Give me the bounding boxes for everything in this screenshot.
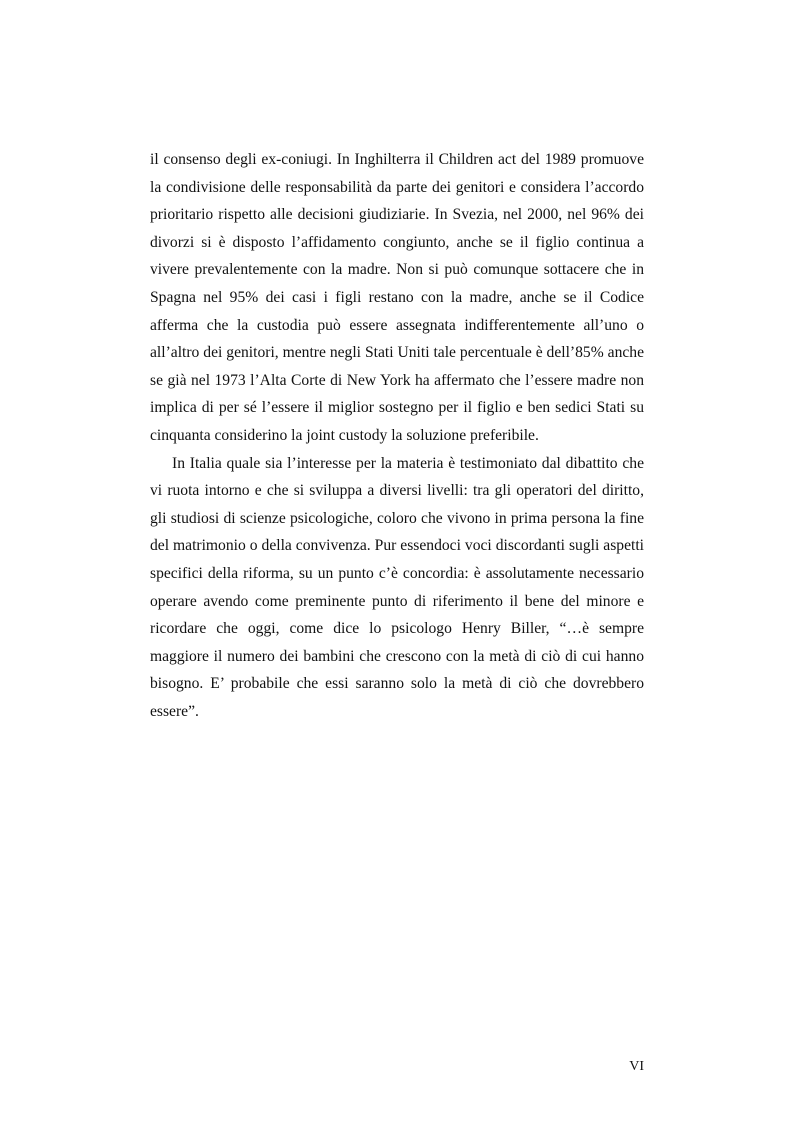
- paragraph-2: In Italia quale sia l’interesse per la materia è testimoniato dal dibattito che vi ruota intorno e che si sviluppa a diversi livelli: tra gli operatori del diritto, gli studiosi di scienze psicologiche, coloro che vivono in prima persona la fine del matrimonio o della convivenza. Pur essendoci voci discordanti sugli aspetti specifici della riforma, su un punto c’è concordia: è assolutamente necessario operare avendo come preminente punto di riferimento il bene del minore e ricordare che oggi, come dice lo psicologo Henry Biller, “…è sempre maggiore il numero dei bambini che crescono con la metà di ciò di cui hanno bisogno. E’ probabile che essi saranno solo la metà di ciò che dovrebbero essere”.: [150, 454, 644, 720]
- page-number: VI: [629, 1059, 644, 1074]
- body-text: [150, 146, 644, 725]
- paragraph-1: il consenso degli ex-coniugi. In Inghilterra il Children act del 1989 promuove la condivisione delle responsabilità da parte dei genitori e considera l’accordo prioritario rispetto alle decisioni giudiziarie. In Svezia, nel 2000, nel 96% dei divorzi si è disposto l’affidamento congiunto, anche se il figlio continua a vivere prevalentemente con la madre. Non si può comunque sottacere che in Spagna nel 95% dei casi i figli restano con la madre, anche se il Codice afferma che la custodia può essere assegnata indifferentemente all’uno o all’altro dei genitori, mentre negli Stati Uniti tale percentuale è dell’85% anche se già nel 1973 l’Alta Corte di New York ha affermato che l’essere madre non implica di per sé l’essere il miglior sostegno per il figlio e ben sedici Stati su cinquanta considerino la joint custody la soluzione preferibile.: [150, 151, 644, 444]
